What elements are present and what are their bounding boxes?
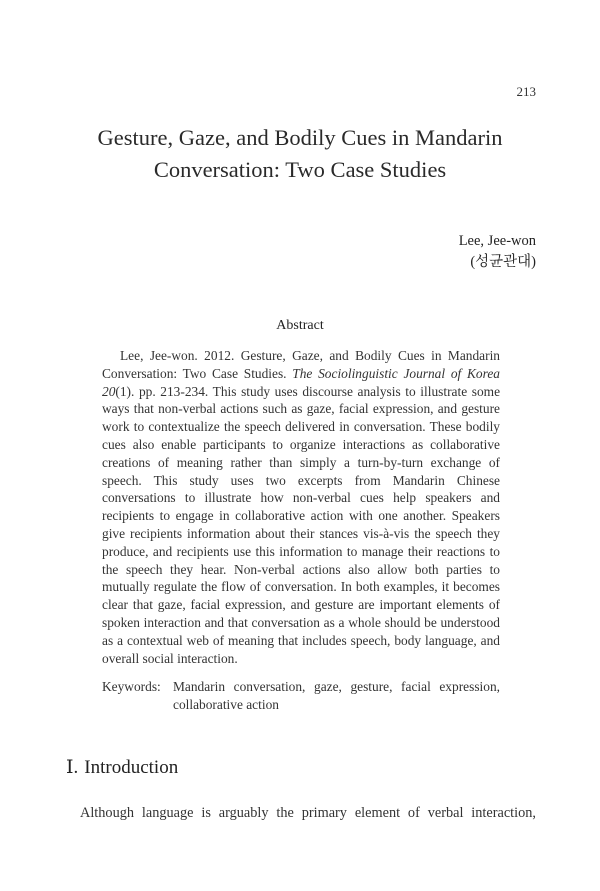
section-number: Ⅰ. xyxy=(66,757,79,778)
author-name: Lee, Jee-won xyxy=(458,233,536,249)
abstract-citation: Lee, Jee-won. 2012. Gesture, Gaze, and Bodily Cues in Mandarin Conversation: Two Case Studies. xyxy=(102,348,500,381)
intro-paragraph: Although language is arguably the primary element of verbal interaction, xyxy=(80,805,536,821)
section-heading xyxy=(66,756,178,779)
journal-volume: 20 xyxy=(102,383,116,399)
abstract-paragraph xyxy=(102,347,500,667)
abstract-text: This study uses discourse analysis to illustrate some ways that non-verbal actions such as gaze, facial expression, and gesture work to contextualize the speech delivered in conversation. These bodily cues also enable participants to organize interactions as collaborative creations of meaning rather than simply a turn-by-turn exchange of speech. This study uses two excerpts from Mandarin Chinese conversations to illustrate how non-verbal cues help speakers and recipients to engage in collaborative action with one another. Speakers give recipients information about their stances vis-à-vis the speech they produce, and recipients use this information to manage their reactions to the speech they hear. Non-verbal actions also allow both parties to mutually regulate the flow of conversation. In both examples, it becomes clear that gaze, facial expression, and gesture are important elements of spoken interaction and that conversation as a whole should be understood as a contextual web of meaning that includes speech, body language, and overall social interaction. xyxy=(102,383,501,666)
page-number: 213 xyxy=(516,84,536,99)
author-block xyxy=(459,231,536,273)
abstract-heading: Abstract xyxy=(276,318,324,333)
journal-issue-pages: (1). pp. 213-234. xyxy=(115,383,209,399)
keywords-label: Keywords: xyxy=(102,679,161,694)
author-affiliation: (성균관대) xyxy=(470,254,536,270)
section-title: Introduction xyxy=(84,757,179,778)
keywords xyxy=(102,678,500,714)
keywords-text: Mandarin conversation, gaze, gesture, facial expression, collaborative action xyxy=(173,679,500,712)
title-line-2: Conversation: Two Case Studies xyxy=(153,157,447,182)
abstract-body xyxy=(102,347,500,667)
journal-name: The Sociolinguistic Journal of Korea xyxy=(292,365,500,381)
title-line-1: Gesture, Gaze, and Bodily Cues in Mandarin xyxy=(97,125,503,150)
paper-title xyxy=(60,122,540,186)
